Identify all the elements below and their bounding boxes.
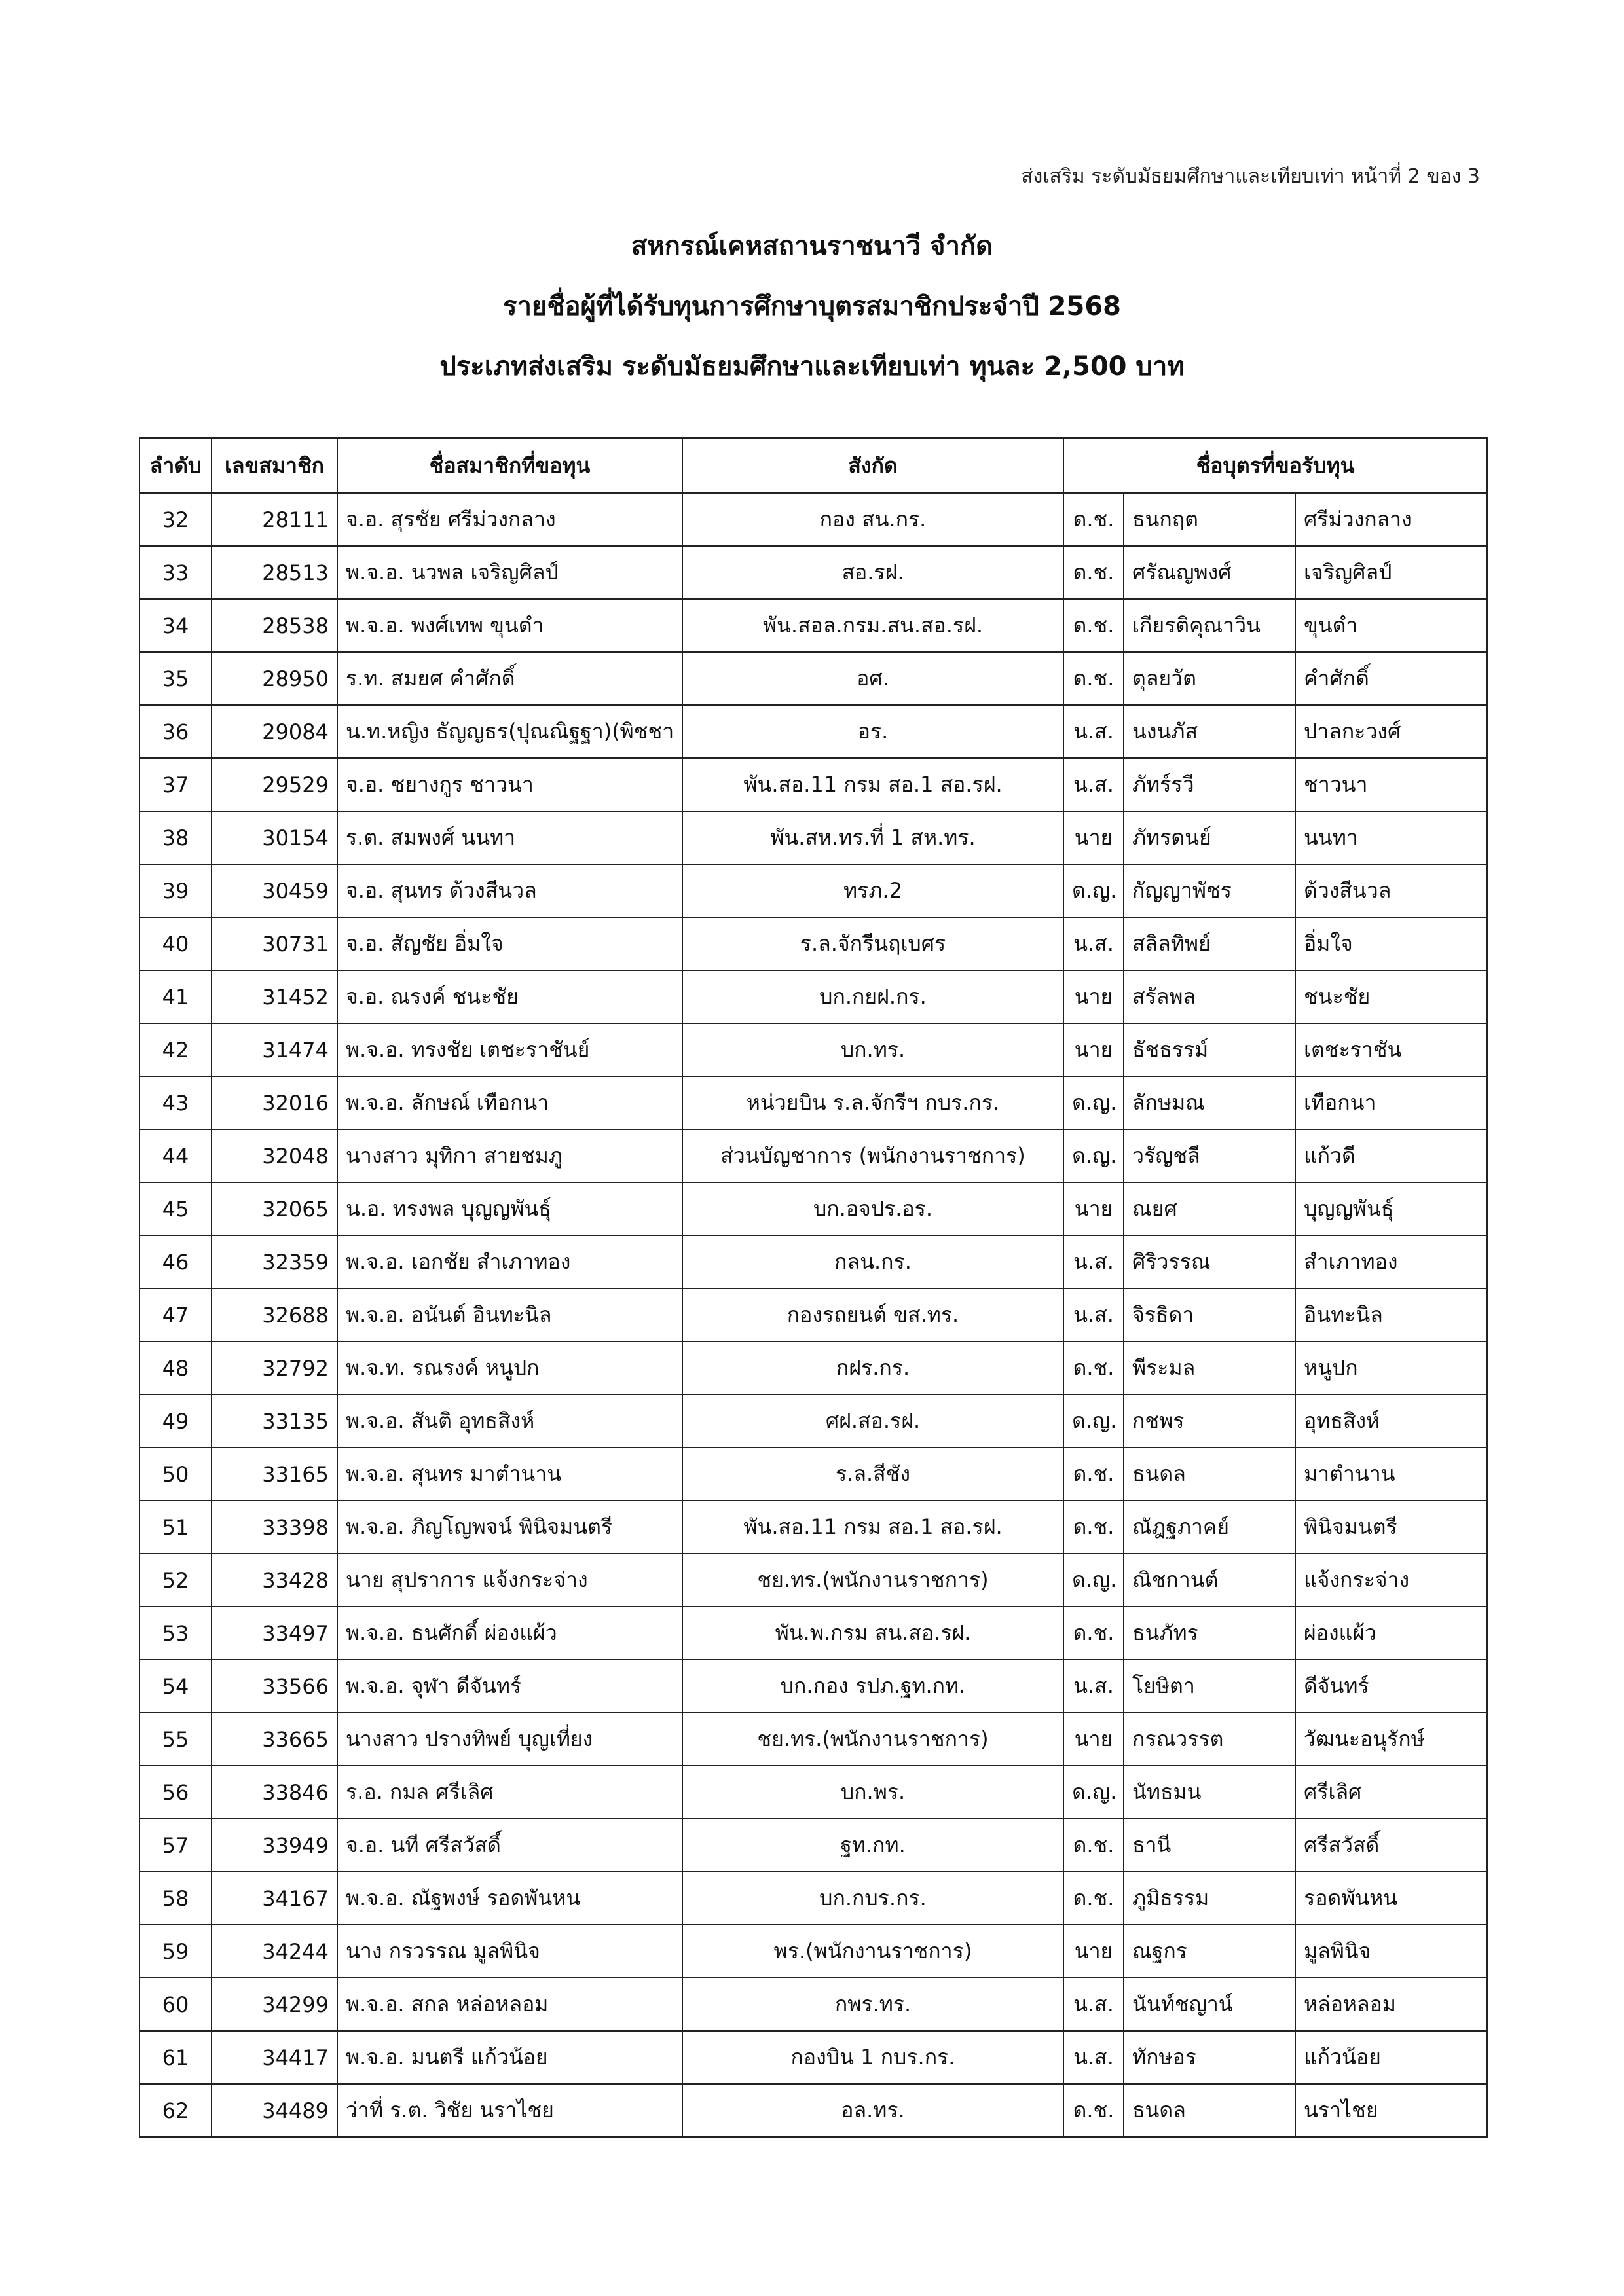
child-first-name: ทักษอร <box>1124 2031 1295 2084</box>
child-last-name: แก้วดี <box>1295 1129 1487 1182</box>
child-prefix: ด.ช. <box>1063 652 1124 705</box>
row-number: 32 <box>139 493 212 546</box>
member-name: พ.จ.อ. สันติ อุทธสิงห์ <box>337 1394 682 1448</box>
row-number: 56 <box>139 1766 212 1819</box>
unit: สอ.รฝ. <box>682 546 1063 599</box>
child-last-name: ปาลกะวงศ์ <box>1295 705 1487 758</box>
header-unit: สังกัด <box>682 438 1063 493</box>
row-number: 46 <box>139 1235 212 1288</box>
row-number: 60 <box>139 1978 212 2031</box>
unit: ชย.ทร.(พนักงานราชการ) <box>682 1554 1063 1607</box>
member-number: 34417 <box>212 2031 337 2084</box>
table-row <box>139 1872 1487 1925</box>
unit: บก.พร. <box>682 1766 1063 1819</box>
unit: ชย.ทร.(พนักงานราชการ) <box>682 1713 1063 1766</box>
row-number: 35 <box>139 652 212 705</box>
member-number: 32792 <box>212 1341 337 1394</box>
child-last-name: วัฒนะอนุรักษ์ <box>1295 1713 1487 1766</box>
child-first-name: นงนภัส <box>1124 705 1295 758</box>
child-last-name: ชนะชัย <box>1295 970 1487 1023</box>
table-row <box>139 652 1487 705</box>
child-first-name: ณยศ <box>1124 1182 1295 1235</box>
member-number: 32688 <box>212 1288 337 1341</box>
unit: กลน.กร. <box>682 1235 1063 1288</box>
title-cooperative: สหกรณ์เคหสถานราชนาวี จำกัด <box>631 231 993 261</box>
unit: พัน.สห.ทร.ที่ 1 สห.ทร. <box>682 811 1063 864</box>
child-last-name: คำศักดิ์ <box>1295 652 1487 705</box>
table-row <box>139 1554 1487 1607</box>
row-number: 51 <box>139 1501 212 1554</box>
table-header-row <box>139 438 1487 493</box>
table-row <box>139 917 1487 970</box>
unit: อล.ทร. <box>682 2084 1063 2137</box>
member-name: พ.จ.อ. ภิญโญพจน์ พินิจมนตรี <box>337 1501 682 1554</box>
member-number: 29529 <box>212 758 337 811</box>
table-row <box>139 1925 1487 1978</box>
row-number: 55 <box>139 1713 212 1766</box>
member-name: ร.ท. สมยศ คำศักดิ์ <box>337 652 682 705</box>
child-prefix: นาย <box>1063 811 1124 864</box>
member-number: 32016 <box>212 1076 337 1129</box>
member-number: 30459 <box>212 864 337 917</box>
child-prefix: ด.ช. <box>1063 546 1124 599</box>
member-number: 33949 <box>212 1819 337 1872</box>
child-first-name: ธนกฤต <box>1124 493 1295 546</box>
member-number: 30731 <box>212 917 337 970</box>
child-last-name: พินิจมนตรี <box>1295 1501 1487 1554</box>
child-first-name: ตุลยวัต <box>1124 652 1295 705</box>
child-first-name: โยษิตา <box>1124 1660 1295 1713</box>
child-prefix: ด.ช. <box>1063 2084 1124 2137</box>
unit: กฝร.กร. <box>682 1341 1063 1394</box>
child-last-name: แจ้งกระจ่าง <box>1295 1554 1487 1607</box>
child-last-name: อุทธสิงห์ <box>1295 1394 1487 1448</box>
child-first-name: ศรัณญพงศ์ <box>1124 546 1295 599</box>
child-first-name: ธนดล <box>1124 1448 1295 1501</box>
child-first-name: สลิลทิพย์ <box>1124 917 1295 970</box>
row-number: 59 <box>139 1925 212 1978</box>
member-name: จ.อ. ณรงค์ ชนะชัย <box>337 970 682 1023</box>
header-member-no: เลขสมาชิก <box>212 438 337 493</box>
table-body <box>139 493 1487 2137</box>
child-last-name: มาตำนาน <box>1295 1448 1487 1501</box>
child-prefix: น.ส. <box>1063 1660 1124 1713</box>
member-number: 28950 <box>212 652 337 705</box>
row-number: 53 <box>139 1607 212 1660</box>
table-row <box>139 599 1487 652</box>
table-row <box>139 1235 1487 1288</box>
child-last-name: หนูปก <box>1295 1341 1487 1394</box>
unit: หน่วยบิน ร.ล.จักรีฯ กบร.กร. <box>682 1076 1063 1129</box>
child-first-name: ณิชกานต์ <box>1124 1554 1295 1607</box>
unit: พร.(พนักงานราชการ) <box>682 1925 1063 1978</box>
unit: ทรภ.2 <box>682 864 1063 917</box>
member-name: พ.จ.อ. พงศ์เทพ ขุนดำ <box>337 599 682 652</box>
child-first-name: ธานี <box>1124 1819 1295 1872</box>
member-name: พ.จ.อ. ธนศักดิ์ ผ่องแผ้ว <box>337 1607 682 1660</box>
page-indicator: ส่งเสริม ระดับมัธยมศึกษาและเทียบเท่า หน้าที่ 2 ของ 3 <box>1021 165 1480 188</box>
member-number: 34299 <box>212 1978 337 2031</box>
child-last-name: รอดพันหน <box>1295 1872 1487 1925</box>
child-prefix: น.ส. <box>1063 917 1124 970</box>
member-name: ร.อ. กมล ศรีเลิศ <box>337 1766 682 1819</box>
child-last-name: ด้วงสีนวล <box>1295 864 1487 917</box>
member-number: 32065 <box>212 1182 337 1235</box>
unit: อร. <box>682 705 1063 758</box>
header-member-name: ชื่อสมาชิกที่ขอทุน <box>337 438 682 493</box>
member-number: 33665 <box>212 1713 337 1766</box>
row-number: 42 <box>139 1023 212 1076</box>
table-row <box>139 1607 1487 1660</box>
header-child-name: ชื่อบุตรที่ขอรับทุน <box>1063 438 1487 493</box>
unit: ฐท.กท. <box>682 1819 1063 1872</box>
table-row <box>139 705 1487 758</box>
title-category: ประเภทส่งเสริม ระดับมัธยมศึกษาและเทียบเท่า ทุนละ 2,500 บาท <box>439 352 1185 382</box>
member-name: น.ท.หญิง ธัญญธร(ปุณณิฐฐา)(พิชชา <box>337 705 682 758</box>
child-last-name: สำเภาทอง <box>1295 1235 1487 1288</box>
child-prefix: นาย <box>1063 1023 1124 1076</box>
member-number: 30154 <box>212 811 337 864</box>
row-number: 57 <box>139 1819 212 1872</box>
unit: ร.ล.จักรีนฤเบศร <box>682 917 1063 970</box>
member-name: นาย สุปราการ แจ้งกระจ่าง <box>337 1554 682 1607</box>
member-number: 34489 <box>212 2084 337 2137</box>
child-prefix: ด.ช. <box>1063 599 1124 652</box>
member-name: จ.อ. นที ศรีสวัสดิ์ <box>337 1819 682 1872</box>
table-row <box>139 1288 1487 1341</box>
unit: พัน.พ.กรม สน.สอ.รฝ. <box>682 1607 1063 1660</box>
row-number: 62 <box>139 2084 212 2137</box>
row-number: 45 <box>139 1182 212 1235</box>
unit: ศฝ.สอ.รฝ. <box>682 1394 1063 1448</box>
child-prefix: ด.ช. <box>1063 1819 1124 1872</box>
member-name: จ.อ. สัญชัย อิ่มใจ <box>337 917 682 970</box>
row-number: 40 <box>139 917 212 970</box>
unit: พัน.สอล.กรม.สน.สอ.รฝ. <box>682 599 1063 652</box>
child-last-name: เจริญศิลป์ <box>1295 546 1487 599</box>
member-name: จ.อ. สุนทร ด้วงสีนวล <box>337 864 682 917</box>
child-first-name: ภัทรดนย์ <box>1124 811 1295 864</box>
row-number: 47 <box>139 1288 212 1341</box>
table-row <box>139 493 1487 546</box>
table-row <box>139 1766 1487 1819</box>
member-number: 33428 <box>212 1554 337 1607</box>
child-prefix: น.ส. <box>1063 1978 1124 2031</box>
member-name: พ.จ.อ. ณัฐพงษ์ รอดพันหน <box>337 1872 682 1925</box>
child-prefix: ด.ช. <box>1063 1872 1124 1925</box>
table-row <box>139 1076 1487 1129</box>
child-last-name: อิ่มใจ <box>1295 917 1487 970</box>
table-row <box>139 1394 1487 1448</box>
member-name: น.อ. ทรงพล บุญญพันธุ์ <box>337 1182 682 1235</box>
member-number: 28538 <box>212 599 337 652</box>
member-name: พ.จ.อ. ลักษณ์ เทือกนา <box>337 1076 682 1129</box>
unit: บก.ทร. <box>682 1023 1063 1076</box>
table-row <box>139 2031 1487 2084</box>
member-number: 33165 <box>212 1448 337 1501</box>
member-name: พ.จ.ท. รณรงค์ หนูปก <box>337 1341 682 1394</box>
child-first-name: นันท์ชญาน์ <box>1124 1978 1295 2031</box>
child-prefix: ด.ช. <box>1063 1607 1124 1660</box>
member-number: 28513 <box>212 546 337 599</box>
child-first-name: ศิริวรรณ <box>1124 1235 1295 1288</box>
member-number: 33566 <box>212 1660 337 1713</box>
row-number: 48 <box>139 1341 212 1394</box>
member-name: จ.อ. ชยางกูร ชาวนา <box>337 758 682 811</box>
member-number: 34244 <box>212 1925 337 1978</box>
table-row <box>139 546 1487 599</box>
child-prefix: ด.ช. <box>1063 1341 1124 1394</box>
child-last-name: นราไชย <box>1295 2084 1487 2137</box>
table-row <box>139 970 1487 1023</box>
child-first-name: ภัทร์รวี <box>1124 758 1295 811</box>
member-number: 33497 <box>212 1607 337 1660</box>
member-name: ว่าที่ ร.ต. วิชัย นราไชย <box>337 2084 682 2137</box>
row-number: 34 <box>139 599 212 652</box>
child-prefix: น.ส. <box>1063 2031 1124 2084</box>
child-prefix: ด.ญ. <box>1063 864 1124 917</box>
unit: ร.ล.สีชัง <box>682 1448 1063 1501</box>
child-last-name: ผ่องแผ้ว <box>1295 1607 1487 1660</box>
child-prefix: ด.ญ. <box>1063 1076 1124 1129</box>
child-first-name: พีระมล <box>1124 1341 1295 1394</box>
child-prefix: น.ส. <box>1063 758 1124 811</box>
member-name: พ.จ.อ. สกล หล่อหลอม <box>337 1978 682 2031</box>
child-prefix: ด.ช. <box>1063 1501 1124 1554</box>
member-number: 32048 <box>212 1129 337 1182</box>
unit: บก.กอง รปภ.ฐท.กท. <box>682 1660 1063 1713</box>
document-titles <box>0 216 1624 397</box>
child-last-name: ศรีสวัสดิ์ <box>1295 1819 1487 1872</box>
member-number: 31452 <box>212 970 337 1023</box>
child-first-name: ธัชธรรม์ <box>1124 1023 1295 1076</box>
child-last-name: เทือกนา <box>1295 1076 1487 1129</box>
row-number: 58 <box>139 1872 212 1925</box>
child-first-name: นัทธมน <box>1124 1766 1295 1819</box>
child-prefix: ด.ญ. <box>1063 1394 1124 1448</box>
child-prefix: ด.ช. <box>1063 1448 1124 1501</box>
row-number: 54 <box>139 1660 212 1713</box>
child-first-name: เกียรติคุณาวิน <box>1124 599 1295 652</box>
child-prefix: น.ส. <box>1063 705 1124 758</box>
member-number: 32359 <box>212 1235 337 1288</box>
unit: บก.กยฝ.กร. <box>682 970 1063 1023</box>
child-first-name: ภูมิธรรม <box>1124 1872 1295 1925</box>
unit: พัน.สอ.11 กรม สอ.1 สอ.รฝ. <box>682 758 1063 811</box>
member-name: พ.จ.อ. มนตรี แก้วน้อย <box>337 2031 682 2084</box>
member-name: นางสาว ปรางทิพย์ บุญเที่ยง <box>337 1713 682 1766</box>
unit: อศ. <box>682 652 1063 705</box>
table-row <box>139 2084 1487 2137</box>
table-row <box>139 1341 1487 1394</box>
child-prefix: นาย <box>1063 1925 1124 1978</box>
row-number: 43 <box>139 1076 212 1129</box>
row-number: 37 <box>139 758 212 811</box>
table-row <box>139 1129 1487 1182</box>
table-row <box>139 1978 1487 2031</box>
unit: พัน.สอ.11 กรม สอ.1 สอ.รฝ. <box>682 1501 1063 1554</box>
unit: ส่วนบัญชาการ (พนักงานราชการ) <box>682 1129 1063 1182</box>
member-name: พ.จ.อ. ทรงชัย เตชะราชันย์ <box>337 1023 682 1076</box>
child-last-name: มูลพินิจ <box>1295 1925 1487 1978</box>
child-last-name: บุญญพันธุ์ <box>1295 1182 1487 1235</box>
child-last-name: เตชะราชัน <box>1295 1023 1487 1076</box>
member-name: นางสาว มุทิกา สายชมภู <box>337 1129 682 1182</box>
table-row <box>139 1713 1487 1766</box>
child-prefix: น.ส. <box>1063 1235 1124 1288</box>
child-prefix: ด.ญ. <box>1063 1766 1124 1819</box>
child-prefix: นาย <box>1063 1713 1124 1766</box>
table-row <box>139 1448 1487 1501</box>
child-first-name: กชพร <box>1124 1394 1295 1448</box>
child-last-name: หล่อหลอม <box>1295 1978 1487 2031</box>
child-first-name: ณฐกร <box>1124 1925 1295 1978</box>
unit: กองบิน 1 กบร.กร. <box>682 2031 1063 2084</box>
member-number: 33398 <box>212 1501 337 1554</box>
unit: บก.อจปร.อร. <box>682 1182 1063 1235</box>
member-name: จ.อ. สุรชัย ศรีม่วงกลาง <box>337 493 682 546</box>
member-number: 33135 <box>212 1394 337 1448</box>
member-number: 31474 <box>212 1023 337 1076</box>
child-prefix: น.ส. <box>1063 1288 1124 1341</box>
child-first-name: สรัลพล <box>1124 970 1295 1023</box>
unit: กพร.ทร. <box>682 1978 1063 2031</box>
header-no: ลำดับ <box>139 438 212 493</box>
row-number: 38 <box>139 811 212 864</box>
child-prefix: ด.ญ. <box>1063 1554 1124 1607</box>
child-last-name: ศรีม่วงกลาง <box>1295 493 1487 546</box>
child-last-name: แก้วน้อย <box>1295 2031 1487 2084</box>
table-row <box>139 758 1487 811</box>
row-number: 44 <box>139 1129 212 1182</box>
member-name: นาง กรวรรณ มูลพินิจ <box>337 1925 682 1978</box>
row-number: 33 <box>139 546 212 599</box>
member-name: พ.จ.อ. อนันต์ อินทะนิล <box>337 1288 682 1341</box>
row-number: 52 <box>139 1554 212 1607</box>
member-name: ร.ต. สมพงศ์ นนทา <box>337 811 682 864</box>
scholarship-table <box>139 437 1488 2138</box>
table-row <box>139 1819 1487 1872</box>
row-number: 41 <box>139 970 212 1023</box>
row-number: 50 <box>139 1448 212 1501</box>
child-last-name: นนทา <box>1295 811 1487 864</box>
unit: กอง สน.กร. <box>682 493 1063 546</box>
member-name: พ.จ.อ. สุนทร มาตำนาน <box>337 1448 682 1501</box>
child-first-name: ลักษมณ <box>1124 1076 1295 1129</box>
child-last-name: อินทะนิล <box>1295 1288 1487 1341</box>
member-number: 33846 <box>212 1766 337 1819</box>
table-row <box>139 1182 1487 1235</box>
child-last-name: ดีจันทร์ <box>1295 1660 1487 1713</box>
row-number: 39 <box>139 864 212 917</box>
unit: กองรถยนต์ ขส.ทร. <box>682 1288 1063 1341</box>
child-first-name: วรัญชลี <box>1124 1129 1295 1182</box>
child-first-name: จิรธิดา <box>1124 1288 1295 1341</box>
table-row <box>139 1501 1487 1554</box>
table-row <box>139 811 1487 864</box>
title-list: รายชื่อผู้ที่ได้รับทุนการศึกษาบุตรสมาชิกประจำปี 2568 <box>502 291 1121 321</box>
table-row <box>139 1023 1487 1076</box>
child-first-name: กัญญาพัชร <box>1124 864 1295 917</box>
member-name: พ.จ.อ. นวพล เจริญศิลป์ <box>337 546 682 599</box>
child-first-name: ธนภัทร <box>1124 1607 1295 1660</box>
child-prefix: ด.ญ. <box>1063 1129 1124 1182</box>
member-name: พ.จ.อ. จุฬา ดีจันทร์ <box>337 1660 682 1713</box>
child-prefix: ด.ช. <box>1063 493 1124 546</box>
member-number: 28111 <box>212 493 337 546</box>
table-row <box>139 864 1487 917</box>
child-last-name: ศรีเลิศ <box>1295 1766 1487 1819</box>
child-last-name: ขุนดำ <box>1295 599 1487 652</box>
member-number: 29084 <box>212 705 337 758</box>
row-number: 36 <box>139 705 212 758</box>
unit: บก.กบร.กร. <box>682 1872 1063 1925</box>
row-number: 49 <box>139 1394 212 1448</box>
member-name: พ.จ.อ. เอกชัย สำเภาทอง <box>337 1235 682 1288</box>
child-last-name: ชาวนา <box>1295 758 1487 811</box>
child-first-name: ณัฎฐภาคย์ <box>1124 1501 1295 1554</box>
child-first-name: ธนดล <box>1124 2084 1295 2137</box>
child-prefix: นาย <box>1063 970 1124 1023</box>
child-prefix: นาย <box>1063 1182 1124 1235</box>
child-first-name: กรณวรรต <box>1124 1713 1295 1766</box>
table-row <box>139 1660 1487 1713</box>
row-number: 61 <box>139 2031 212 2084</box>
member-number: 34167 <box>212 1872 337 1925</box>
